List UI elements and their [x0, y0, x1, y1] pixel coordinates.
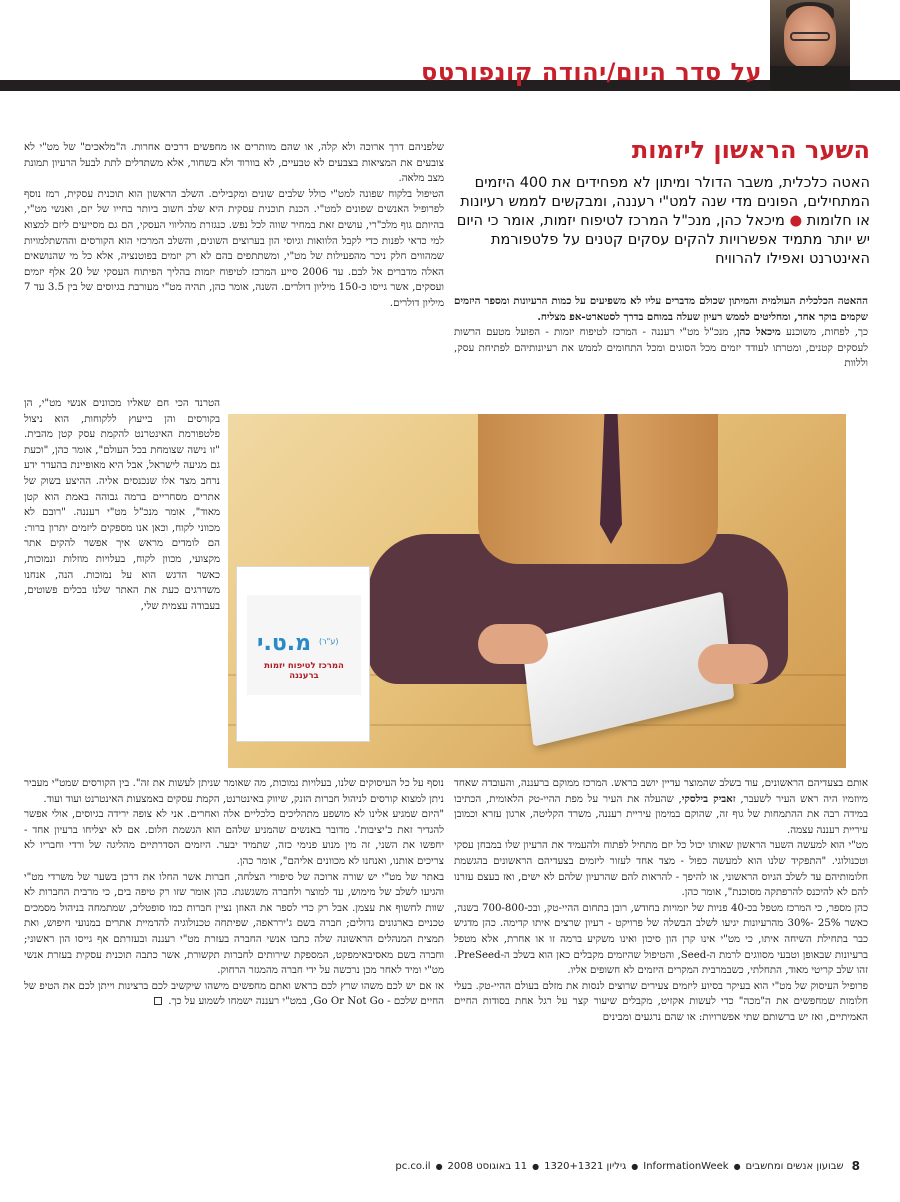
footer-dot-icon: ● [435, 1161, 443, 1171]
article-lead: ההאטה הכלכלית העולמית והמיתון שכולם מדברים עליו לא משפיעים על כמות הרעיונות ומספר היזמים שקמים בוקר אחד, ומחליטים לממש רעיון שעלה במוחם בדרך לסטארט-אפ מצליח. [454, 295, 868, 323]
page-number: 8 [851, 1159, 860, 1173]
article-headline: השער הראשון ליזמות [631, 136, 870, 164]
footer-site: pc.co.il [395, 1160, 431, 1172]
footer-date: 11 באוגוסט 2008 [447, 1160, 528, 1172]
bottom-right-p1-pre: אותם בצעדיהם הראשונים, עוד בשלב שהמוצר עדיין יושב בראש. המרכז ממוקם ברעננה, והעובדה שאחד מיוזמיו היה ראש העיר לשעבר, [454, 778, 868, 805]
narrow-col-paragraph: הטרנד הכי חם שאליו מכוונים אנשי מט"י, הן בקורסים והן בייעוץ ללקוחות, הוא ניצול פלטפורמת האינטרנט להקמת עסק קטן מהבית. "זו נישה שצומחת בכל העולם", אומר כהן, "וכעת גם מגיעה לישראל, אבל היא מאופיינת בהעדר ידע נרחב מצד אלו שנכנסים אליה. ההיצע בשוק של אתרים מסחריים ברמה גבוהה באמת הוא קטן מאוד", אומר מנכ"ל מט"י רעננה. "רובם לא מכווני לקוח, וכאן אנו מספקים ליזמים יתרון ברור: הם לומדים מראש איך אפשר להקים אתר מקצועי, מכוון לקוח, בעלויות מוזלות ונמוכות, כאשר הדגש הוא על נמוכות. הנה, אנחנו משדרגים כעת את האתר שלנו בכלים פשוטים, בעבודה עצמית שלי, [24, 398, 220, 612]
narrow-column [24, 396, 220, 614]
logo-mark: מ.ט.י [257, 631, 312, 656]
bottom-right-paragraph-1 [454, 776, 868, 838]
right-col-p1-name: מיכאל כהן [736, 326, 781, 339]
footer-publication: שבועון אנשים ומחשבים [745, 1160, 844, 1172]
bottom-right-paragraph-2: מט"י הוא למעשה השער הראשון שאותו יכול כל יזם מתחיל לפתוח ולהעמיד את הרעיון שלו במבחן עסקי וטכנולוגי. "התפקיד שלנו הוא למעשה כפול - מצד אחד לעזור ליזמים בצעדיהם הראשונים בהגשמת חלומותיהם עד לשלב הגיוס הראשוני, או להיפך - להראות להם שהרעיון שלהם לא ישים, ואז בעצם עזרנו להם לא להיכנס להרפתקה מסוכנת", אומר כהן. [454, 840, 868, 899]
right-col-paragraph-1 [454, 325, 868, 372]
footer-dot-icon: ● [733, 1161, 741, 1171]
logo-name: המרכז לטיפוח יזמות ברעננה [264, 661, 344, 681]
article-subtitle [452, 174, 870, 269]
column-title: על סדר היום/יהודה קונפורטס [421, 58, 762, 86]
organization-logo-box [236, 566, 370, 742]
footer-brand: InformationWeek [643, 1160, 729, 1172]
bottom-left-paragraph-2: "היזם שמגיע אלינו לא מושפע מתהליכים כלכליים אלה ואחרים. אני לא צופה ירידה בגיוסים, אולי אפשר להגדיר זאת כ'יציבות'. מדובר באנשים שהמניע שלהם הוא הגשמת חלום. אם לא יצליחו ברעיון אחד - יחפשו את השני, זה מין מנוע פנימי כזה, שתמיד יבער. היזמים הסדרתיים מהליגה של ורדי וחבריו לא צריכים אותנו, ואנחנו לא מכוונים אליהם", אומר כהן. [24, 809, 444, 867]
right-column-lower [454, 776, 868, 1026]
bottom-left-p4-text: אז אם יש לכם משהו שרץ לכם בראש ואתם מחפשים מישהו שיקשיב לכם ברצינות וייתן לכם את הטיפ של החיים שלכם - Go Or Not Go, במט"י רעננה ישמחו לשמוע על כך. [24, 980, 444, 1008]
bottom-left-paragraph-4 [24, 979, 444, 1010]
subtitle-part-2: מיכאל כהן, מנכ"ל המרכז לטיפוח יזמות, אומר כי היום יש יותר מתמיד אפשרויות להקים עסקים קטנים על פלטפורמת האינטרנט ואפילו להרוויח [456, 213, 870, 267]
left-col-paragraph-2: הטיפול בלקוח שפונה למט"י כולל שלבים שונים ומקבילים. השלב הראשון הוא תוכנית עסקית, רמז נוסף לפרופיל האנשים שפונים למט"י. הכנת תוכנית עסקית היא שלב חשוב ביותר בחייו של יזם, ואנשי מט"י, בהיותם גוף מלכ"רי, עושים זאת במחיר שווה לכל נפש. כנגזרת מהליווי העסקי, הם גם מסייעים ליזם למצוא למי כדאי לפנות כדי לקבל הלוואות וגיוסי הון בערוצים השונים, והשלב המרכזי הוא הקורסים וההשתלמויות שמהווים חלק ניכר מהפעילות של מט"י, ומשתתפים בהם לא רק יזמים בפוטנציה, אלא כל מי שהנושאים האלה מדברים אל לבם. עד 2006 סייע המרכז לטיפוח יזמות בהליך הפיתוח העסקי של 20 אלף יזמים ועסקים, אשר גייסו כ-150 מיליון דולרים. השנה, אומר כהן, תהיה מט"י מעורבת בגיוסים של בין 3.5 עד 7 מיליון דולרים. [24, 188, 444, 309]
right-col-p1-pre: כך, לפחות, משוכנע [786, 327, 868, 339]
bottom-right-paragraph-4: פרופיל העיסוק של מט"י הוא בעיקר בסיוע ליזמים צעירים שרוצים לנסות את מזלם בעולם ההיי-טק. בעלי חלומות שמחפשים את ה"מכה" כדי לעשות אקזיט, מקבלים שיעור קצר על רגל אחת בסודות החיים האמיתיים, ואז יש ברשותם שתי אפשרויות: או שהם נרגעים ומבינים [454, 980, 868, 1023]
photo-torso [478, 414, 718, 564]
bottom-right-paragraph-3: כהן מספר, כי המרכז מטפל בכ-40 פניות של יזמויות בחודש, רובן בתחום ההיי-טק, ובכ-700-800 בשנה, כאשר 25% -30% מהרעיונות יגיעו לשלב הבשלה של פרויקט - רעיון שרצים איתו קדימה. כהן מדגיש כבר בתחילת השיחה איתו, כי מט"י אינו קרן הון סיכון ואינו משקיע ברמה זו או אחרת, אלא מטפל ברעיונות שבאופן וטבעי מסווגים לרמת ה-Seed, והטיפול שהיזמים מקבלים כאן הוא בשלב ה-PreSeed. זהו שלב קריטי מאוד, התחלתי, כשבמרבית המקרים היזמים לא חשופים אליו. [454, 902, 868, 977]
logo-registered: (ע"ר) [319, 637, 339, 646]
photo-hand-left [478, 624, 548, 664]
end-square-icon [154, 997, 162, 1005]
right-column-upper [454, 294, 868, 372]
footer-dot-icon: ● [631, 1161, 639, 1171]
photo-hand-right [698, 644, 768, 684]
left-column-upper [24, 140, 444, 312]
bottom-right-p1-post: , שהעלה את העיר על מפת ההיי-טק הלאומית, הכתיבו במידה רבה את ההתמחות של גוף זה, שהוקם במימון עיריית רעננה, משרד הקליטה, ארגון עזרא וכמובן עיריית רעננה עצמה. [454, 793, 868, 836]
red-dot-icon: ● [789, 213, 803, 229]
left-column-lower [24, 776, 444, 1010]
subtitle-part-1: האטה כלכלית, משבר הדולר ומיתון לא מפחידים את 400 היזמים המתחילים, הפונים מדי שנה למט"י רעננה, ומבקשים לממש רעיונות או חלומות [460, 175, 870, 229]
footer-dot-icon: ● [532, 1161, 540, 1171]
bottom-left-paragraph-3: באתר של מט"י יש שורה ארוכה של סיפורי הצלחה, חברות אשר החלו את דרכן בשער של משרדי מט"י והגיעו לשלב של מימוש, עד למוצר ולחברה משגשגת. כהן אומר שזו רק טיפה בים, כי מרבית החברות לא שוות לחשוף את עצמן. אבל רק כדי לספר את האוזן נציין חברות כמו סופטליב, שמתמחה בניהול מסמכים טכניים בארגונים גדולים; חברה בשם ג'ירראפה, שפיתחה טכנולוגיה להדמיית אתרים במנועי חיפוש, ואת תמצית המנהלים הראשונה שלה כתבו אנשי החברה בעזרת מט"י רעננה ובעזרתם אף גייסו הון ראשוני; וחברה בשם מאסיבאימפקט, המספקת שירותים לחברות תקשורת, אשר כתבה תוכנית עסקית בעזרת אנשי מט"י ומיד לאחר מכן נרכשה על ידי חברה מהמגזר הרחוק. [24, 871, 444, 977]
portrait-glasses [790, 32, 830, 41]
left-col-paragraph-1: שלפניהם דרך ארוכה ולא קלה, או שהם מוותרים או מחפשים דרכים אחרות. ה"מלאכים" של מט"י לא צובעים את המציאות בצבעים לא טבעיים, לא בוורוד ולא בשחור, אלא משתדלים לתת לבעל הרעיון תמונת מצב מלאה. [24, 142, 444, 185]
portrait-shirt [770, 66, 850, 90]
right-col-p1-post: , מנכ"ל מט"י רעננה - המרכז לטיפוח יזמות - הפועל מטעם הרשות לעסקים קטנים, ומטרתו לעודד יזמים מכל הסוגים ומכל התחומים לממש את רעיונותיהם לפתיחת עסק, וללוות [454, 327, 868, 370]
bottom-right-p1-name: זאביק בילסקי [681, 792, 736, 805]
page-footer [40, 1158, 860, 1174]
author-portrait [770, 0, 850, 90]
footer-issue: גיליון 1320+1321 [544, 1160, 627, 1172]
bottom-left-paragraph-1: נוסף על כל העיסוקים שלנו, בעלויות נמוכות, מה שאומר שניתן לעשות את זה". בין הקורסים שמט"י מעביר ניתן למצוא קורסים לניהול חברות הזנק, שיווק באינטרנט, הקמת עסקים באמצעות האינטרנט ועוד ועוד. [24, 778, 444, 805]
